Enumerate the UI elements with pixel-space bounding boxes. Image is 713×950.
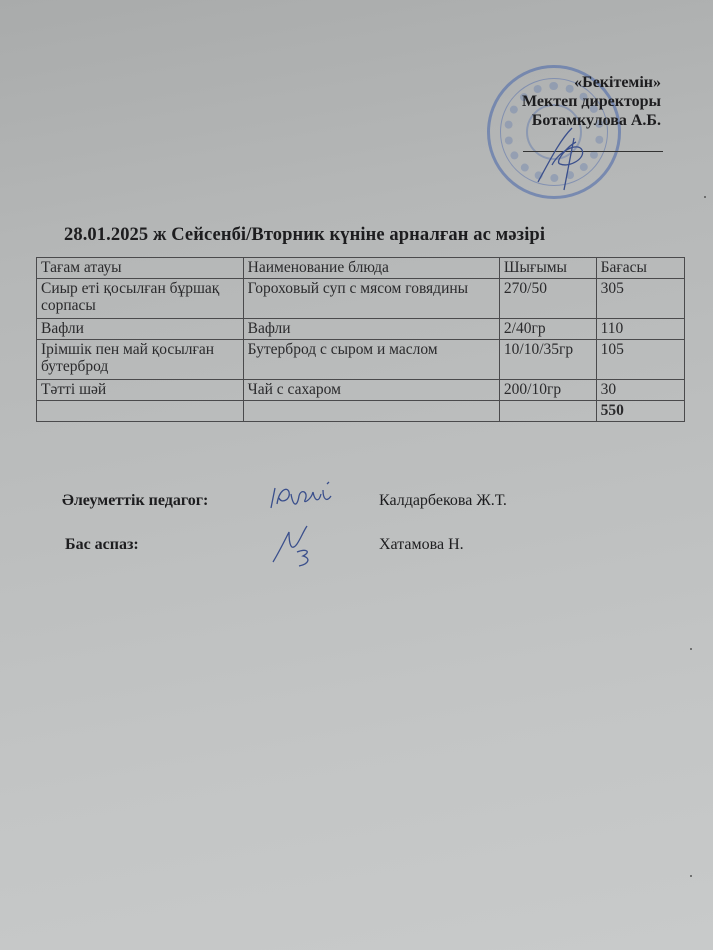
cell-empty (243, 401, 499, 422)
table-row (37, 279, 685, 319)
header-price: Бағасы (596, 258, 684, 279)
cell-dish-ru: Гороховый суп с мясом говядины (243, 279, 499, 319)
table-row (37, 340, 685, 380)
header-yield: Шығымы (499, 258, 596, 279)
cell-yield: 270/50 (499, 279, 596, 319)
cell-dish-ru: Вафли (243, 319, 499, 340)
cell-dish-ru: Чай с сахаром (243, 380, 499, 401)
cell-price: 30 (596, 380, 684, 401)
signature-name: Хатамова Н. (379, 536, 464, 553)
paper-speck (690, 648, 692, 650)
cell-yield: 200/10гр (499, 380, 596, 401)
director-signature (530, 120, 600, 195)
signature-name: Калдарбекова Ж.Т. (379, 492, 507, 509)
header-dish-ru: Наименование блюда (243, 258, 499, 279)
cell-empty (37, 401, 244, 422)
cell-dish-ru: Бутерброд с сыром и маслом (243, 340, 499, 380)
cell-price: 105 (596, 340, 684, 380)
menu-title: 28.01.2025 ж Сейсенбі/Вторник күніне арналған ас мәзірі (64, 225, 546, 245)
cell-price: 110 (596, 319, 684, 340)
table-total-row (37, 401, 685, 422)
cell-dish-kz: Тәтті шәй (37, 380, 244, 401)
signature-role: Бас аспаз: (65, 536, 139, 553)
cell-empty (499, 401, 596, 422)
cell-dish-kz: Вафли (37, 319, 244, 340)
table-row (37, 380, 685, 401)
paper-speck (704, 196, 706, 198)
cell-yield: 10/10/35гр (499, 340, 596, 380)
paper-speck (690, 875, 692, 877)
signature-row (62, 490, 622, 534)
head-chef-signature (267, 522, 327, 572)
cell-dish-kz: Ірімшік пен май қосылған бутерброд (37, 340, 244, 380)
header-dish-kz: Тағам атауы (37, 258, 244, 279)
approval-director-name: Ботамкулова А.Б. (531, 112, 661, 129)
cell-yield: 2/40гр (499, 319, 596, 340)
table-row (37, 319, 685, 340)
signatures-block (62, 490, 622, 578)
approval-heading: «Бекітемін» (574, 74, 661, 91)
cell-dish-kz: Сиыр еті қосылған бұршақ сорпасы (37, 279, 244, 319)
signature-row (62, 534, 622, 578)
table-header-row (37, 258, 685, 279)
cell-price: 305 (596, 279, 684, 319)
menu-table (36, 257, 685, 422)
signature-role: Әлеуметтік педагог: (62, 492, 209, 509)
cell-total-price: 550 (596, 401, 684, 422)
social-pedagogue-signature (267, 478, 337, 518)
approval-position: Мектеп директоры (522, 93, 661, 110)
